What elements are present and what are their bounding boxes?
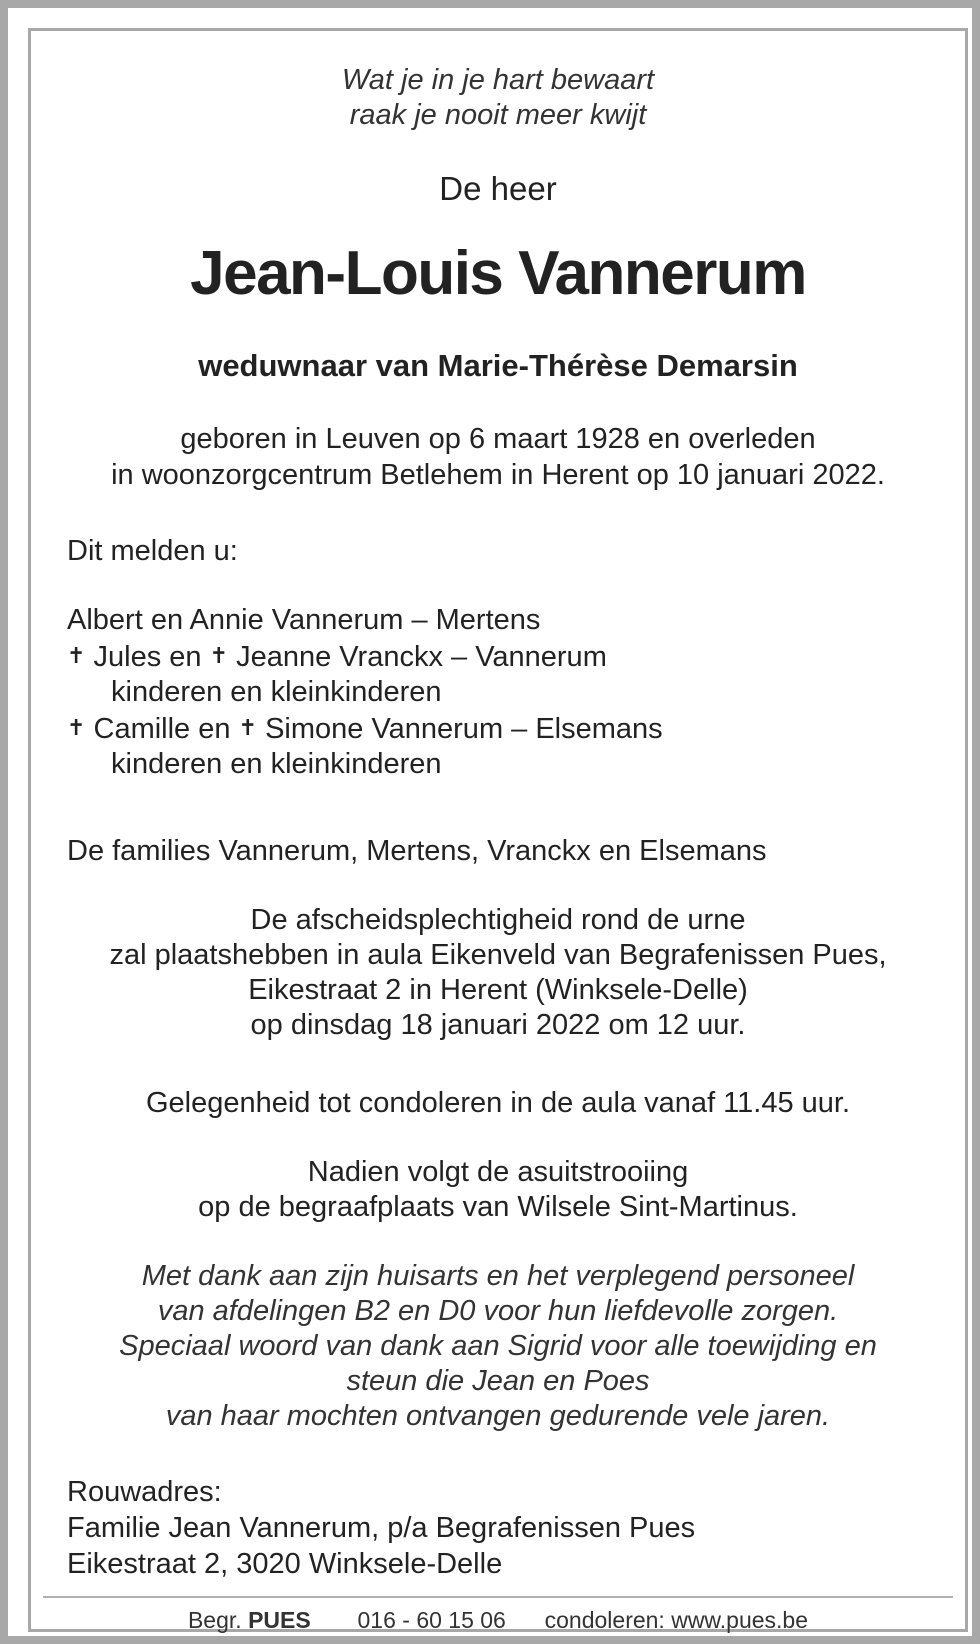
family-list	[67, 603, 663, 782]
motto-line: raak je nooit meer kwijt	[349, 99, 647, 131]
thanks-line: Speciaal woord van dank aan Sigrid voor alle toewijding en	[119, 1330, 877, 1362]
cross-icon: ✝	[238, 715, 257, 740]
ceremony-line: op dinsdag 18 januari 2022 om 12 uur.	[250, 1009, 746, 1041]
thanks-text	[31, 1259, 965, 1434]
footer-divider	[43, 1596, 953, 1598]
birth-line: geboren in Leuven op 6 maart 1928 en overleden	[180, 423, 816, 455]
funeral-home-footer	[31, 1605, 965, 1635]
cross-icon: ✝	[67, 643, 86, 668]
page-frame-inner	[28, 28, 968, 1632]
funeral-home-brand: PUES	[248, 1607, 311, 1633]
families-line: De families Vannerum, Mertens, Vranckx en Elsemans	[67, 835, 767, 867]
family-name-part: Jeanne Vranckx – Vannerum	[236, 641, 607, 673]
footer-condolence-link[interactable]: condoleren: www.pues.be	[544, 1607, 809, 1633]
ceremony-line: Eikestraat 2 in Herent (Winksele-Delle)	[248, 974, 748, 1006]
ceremony-line: zal plaatshebben in aula Eikenveld van Begrafenissen Pues,	[109, 939, 887, 971]
family-name-part: Simone Vannerum – Elsemans	[265, 713, 663, 745]
mourning-address	[67, 1474, 695, 1582]
address-line: Familie Jean Vannerum, p/a Begrafenissen Pues	[67, 1512, 696, 1544]
family-line: kinderen en kleinkinderen	[111, 748, 442, 780]
cross-icon: ✝	[67, 715, 86, 740]
family-name-part: Camille en	[93, 713, 231, 745]
thanks-line: steun die Jean en Poes	[346, 1365, 650, 1397]
motto	[31, 63, 965, 133]
cross-icon: ✝	[209, 643, 229, 668]
salutation: De heer	[439, 170, 557, 207]
family-line: kinderen en kleinkinderen	[111, 676, 442, 708]
family-line	[67, 638, 663, 675]
birth-death-info	[31, 421, 965, 493]
family-line	[67, 710, 663, 747]
motto-line: Wat je in je hart bewaart	[341, 64, 655, 96]
deceased-name: Jean-Louis Vannerum	[190, 239, 806, 308]
death-line: in woonzorgcentrum Betlehem in Herent op 10 januari 2022.	[111, 459, 885, 491]
footer-phone: 016 - 60 15 06	[357, 1607, 506, 1633]
announce-line: Dit melden u:	[67, 535, 238, 567]
scattering-line: op de begraafplaats van Wilsele Sint-Martinus.	[198, 1191, 798, 1223]
address-line: Eikestraat 2, 3020 Winksele-Delle	[67, 1548, 503, 1580]
thanks-line: Met dank aan zijn huisarts en het verplegend personeel	[141, 1260, 855, 1292]
family-line: Albert en Annie Vannerum – Mertens	[67, 604, 541, 636]
ceremony-info	[31, 903, 965, 1043]
family-name-part: Jules en	[93, 641, 202, 673]
scattering-line: Nadien volgt de asuitstrooiing	[307, 1156, 689, 1188]
thanks-line: van afdelingen B2 en D0 voor hun liefdevolle zorgen.	[157, 1295, 839, 1327]
address-heading: Rouwadres:	[67, 1476, 222, 1508]
thanks-line: van haar mochten ontvangen gedurende vele jaren.	[165, 1400, 831, 1432]
footer-prefix: Begr.	[187, 1607, 242, 1633]
widower-line: weduwnaar van Marie-Thérèse Demarsin	[198, 348, 798, 383]
scattering-info	[31, 1155, 965, 1225]
ceremony-line: De afscheidsplechtigheid rond de urne	[250, 904, 746, 936]
condolence-info: Gelegenheid tot condoleren in de aula vanaf 11.45 uur.	[145, 1087, 851, 1119]
